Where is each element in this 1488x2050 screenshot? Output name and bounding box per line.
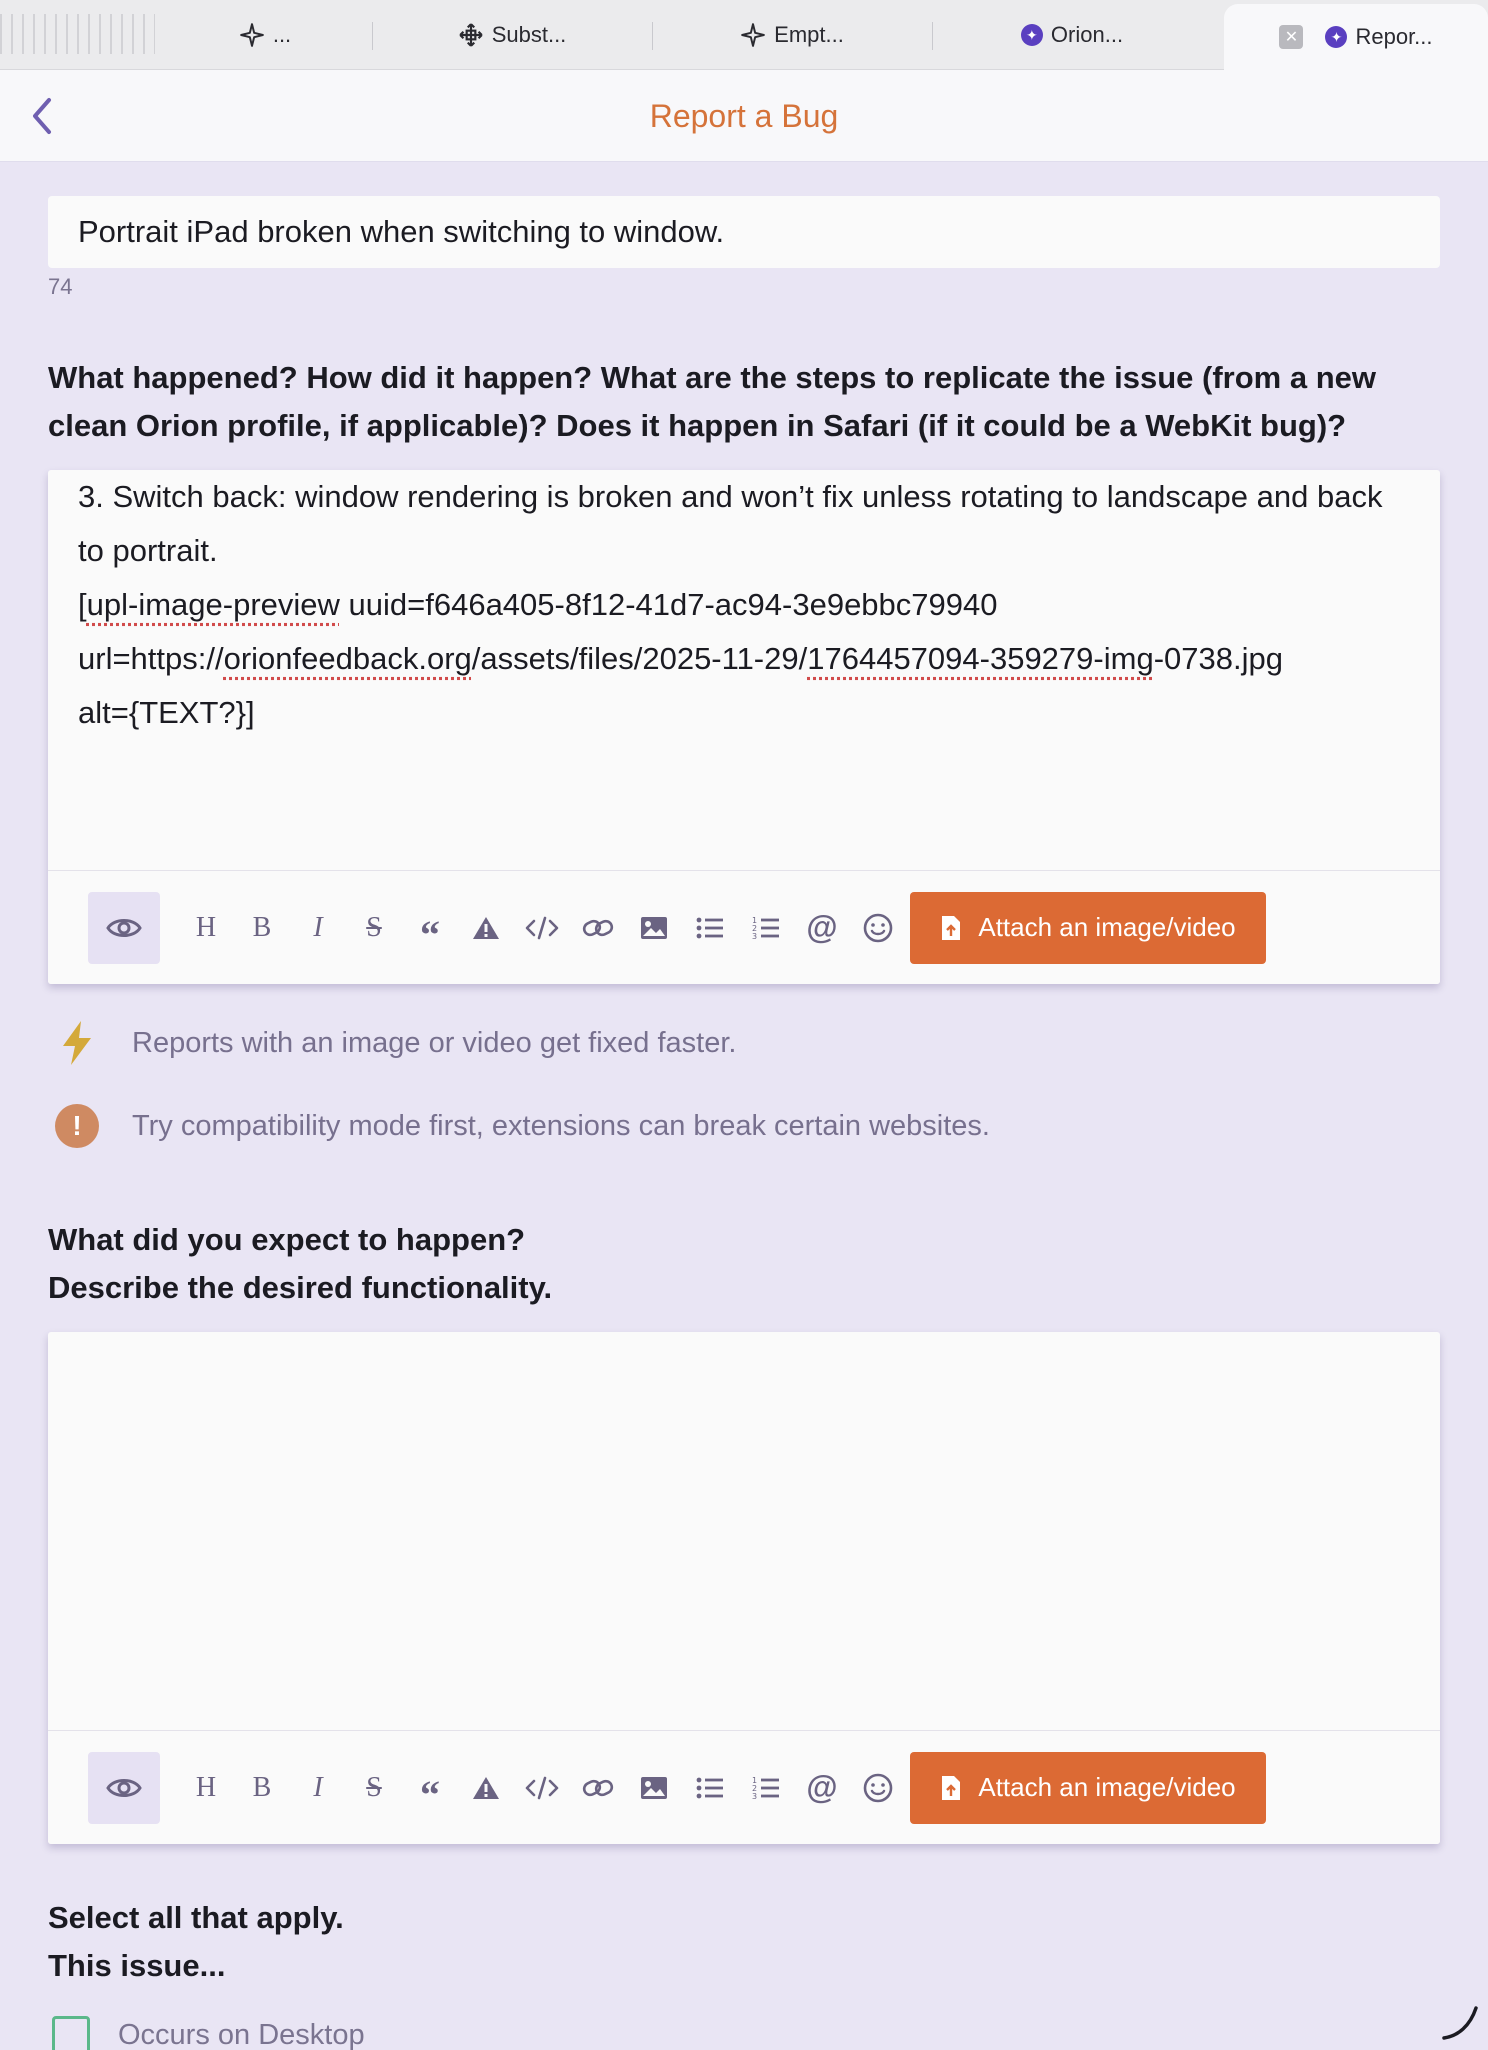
svg-text:1: 1 <box>752 915 758 925</box>
heading-button[interactable] <box>178 1760 234 1816</box>
bold-icon: B <box>252 1771 272 1803</box>
emoji-button[interactable] <box>850 1760 906 1816</box>
eye-icon <box>106 915 142 941</box>
orion-icon: ✦ <box>1325 26 1347 48</box>
image-preview-alt: alt={TEXT?}] <box>78 695 255 730</box>
tab-bar <box>0 0 1488 70</box>
code-icon <box>525 1776 559 1800</box>
hint-compat-text: Try compatibility mode first, extensions can break certain websites. <box>132 1109 990 1142</box>
numbered-list-icon <box>752 1775 780 1801</box>
desktop-checkbox[interactable] <box>52 2016 90 2050</box>
move-icon <box>458 22 484 48</box>
page-title: Report a Bug <box>649 98 839 134</box>
tab-5-label: Repor... <box>1355 24 1433 49</box>
orion-icon: ✦ <box>1021 24 1043 46</box>
svg-text:2: 2 <box>752 1783 758 1793</box>
warning-icon <box>472 1775 500 1801</box>
at-icon: @ <box>806 909 838 945</box>
image-button[interactable] <box>626 900 682 956</box>
strikethrough-icon: S <box>366 1771 382 1803</box>
attach-media-label: Attach an image/video <box>978 912 1236 942</box>
svg-text:3: 3 <box>752 931 758 941</box>
preview-button[interactable] <box>88 892 160 964</box>
exclamation-icon: ! <box>55 1104 99 1148</box>
numbered-list-icon <box>752 915 780 941</box>
bullet-list-icon <box>696 1776 724 1800</box>
description-editor[interactable] <box>48 470 1440 984</box>
file-upload-icon <box>940 1774 962 1802</box>
hint-compat <box>54 1103 990 1149</box>
hint-media <box>54 1020 736 1066</box>
close-tab-icon[interactable]: ✕ <box>1279 25 1303 49</box>
bullet-list-icon <box>696 916 724 940</box>
preview-button[interactable] <box>88 1752 160 1824</box>
image-preview-tag: [upl-image-preview uuid=f646a405-8f12-41d7-ac94-3e9ebbc79940 <box>78 587 998 622</box>
expected-editor[interactable] <box>48 1332 1440 1844</box>
sparkle-icon <box>740 22 766 48</box>
lightning-icon <box>54 1020 100 1066</box>
warning-button[interactable] <box>458 900 514 956</box>
hint-media-text: Reports with an image or video get fixed faster. <box>132 1026 737 1059</box>
strikethrough-button[interactable] <box>346 900 402 956</box>
numbered-list-button[interactable] <box>738 900 794 956</box>
italic-icon: I <box>313 911 323 943</box>
bug-title-input[interactable] <box>48 196 1440 268</box>
link-icon <box>582 1777 614 1799</box>
link-button[interactable] <box>570 900 626 956</box>
link-icon <box>582 917 614 939</box>
svg-text:1: 1 <box>752 1775 758 1785</box>
question-select-all-line1: Select all that apply. <box>48 1900 344 1935</box>
svg-text:2: 2 <box>752 923 758 933</box>
heading-button[interactable] <box>178 900 234 956</box>
mention-button[interactable] <box>794 900 850 956</box>
question-what-happened: What happened? How did it happen? What are the steps to replicate the issue (from a new clean Orion profile, if applicable)? Does it happen in Safari (if it could be a WebKit bug)? <box>48 360 1376 443</box>
italic-button[interactable] <box>290 900 346 956</box>
tab-5-active[interactable] <box>1224 4 1488 70</box>
italic-icon: I <box>313 1771 323 1803</box>
question-select-all-line2: This issue... <box>48 1948 226 1983</box>
quote-icon: “ <box>420 911 440 957</box>
mention-button[interactable] <box>794 1760 850 1816</box>
image-icon <box>640 916 668 940</box>
quote-button[interactable] <box>402 900 458 956</box>
step-3-text: 3. Switch back: window rendering is broken and won’t fix unless rotating to landscape and back to portrait. <box>78 479 1392 568</box>
attach-media-button[interactable] <box>910 892 1266 964</box>
code-button[interactable] <box>514 900 570 956</box>
link-button[interactable] <box>570 1760 626 1816</box>
strikethrough-button[interactable] <box>346 1760 402 1816</box>
attach-media-label: Attach an image/video <box>978 1772 1236 1802</box>
bullet-list-button[interactable] <box>682 1760 738 1816</box>
tab-2-label: Subst... <box>491 22 567 47</box>
attach-media-button[interactable] <box>910 1752 1266 1824</box>
resize-handle-icon[interactable] <box>1440 2002 1480 2042</box>
tab-2[interactable] <box>374 0 650 70</box>
emoji-icon <box>863 913 893 943</box>
option-desktop[interactable] <box>52 2016 365 2050</box>
question-select-all <box>48 1894 344 1990</box>
sparkle-icon <box>239 22 265 48</box>
svg-text:3: 3 <box>752 1791 758 1801</box>
bold-button[interactable] <box>234 900 290 956</box>
eye-icon <box>106 1775 142 1801</box>
tab-3[interactable] <box>654 0 930 70</box>
code-icon <box>525 916 559 940</box>
question-expected <box>48 1216 552 1312</box>
heading-icon: H <box>195 911 217 943</box>
tab-4-label: Orion... <box>1050 22 1124 47</box>
file-upload-icon <box>940 914 962 942</box>
quote-button[interactable] <box>402 1760 458 1816</box>
desktop-checkbox-label: Occurs on Desktop <box>118 2018 365 2050</box>
warning-button[interactable] <box>458 1760 514 1816</box>
at-icon: @ <box>806 1769 838 1805</box>
description-editor-text[interactable] <box>48 470 1440 740</box>
strikethrough-icon: S <box>366 911 382 943</box>
image-preview-url: url=https://orionfeedback.org/assets/files/2025-11-29/1764457094-359279-img-0738.jpg <box>78 641 1283 676</box>
bullet-list-button[interactable] <box>682 900 738 956</box>
image-button[interactable] <box>626 1760 682 1816</box>
question-expected-line1: What did you expect to happen? <box>48 1222 526 1257</box>
tab-1-label: ... <box>272 22 292 47</box>
emoji-button[interactable] <box>850 900 906 956</box>
bold-button[interactable] <box>234 1760 290 1816</box>
tab-4[interactable] <box>934 0 1210 70</box>
heading-icon: H <box>195 1771 217 1803</box>
italic-button[interactable] <box>290 1760 346 1816</box>
tab-3-label: Empt... <box>774 22 844 47</box>
image-icon <box>640 1776 668 1800</box>
expected-editor-text[interactable] <box>48 1332 1440 1730</box>
emoji-icon <box>863 1773 893 1803</box>
code-button[interactable] <box>514 1760 570 1816</box>
bold-icon: B <box>252 911 272 943</box>
tab-1[interactable] <box>160 0 370 70</box>
title-char-count: 74 <box>48 274 73 299</box>
quote-icon: “ <box>420 1771 440 1817</box>
warning-icon <box>472 915 500 941</box>
page-header <box>0 70 1488 162</box>
editor-toolbar <box>48 870 1440 984</box>
editor-toolbar <box>48 1730 1440 1844</box>
numbered-list-button[interactable] <box>738 1760 794 1816</box>
tab-grip[interactable] <box>0 14 155 54</box>
question-expected-line2: Describe the desired functionality. <box>48 1270 553 1305</box>
